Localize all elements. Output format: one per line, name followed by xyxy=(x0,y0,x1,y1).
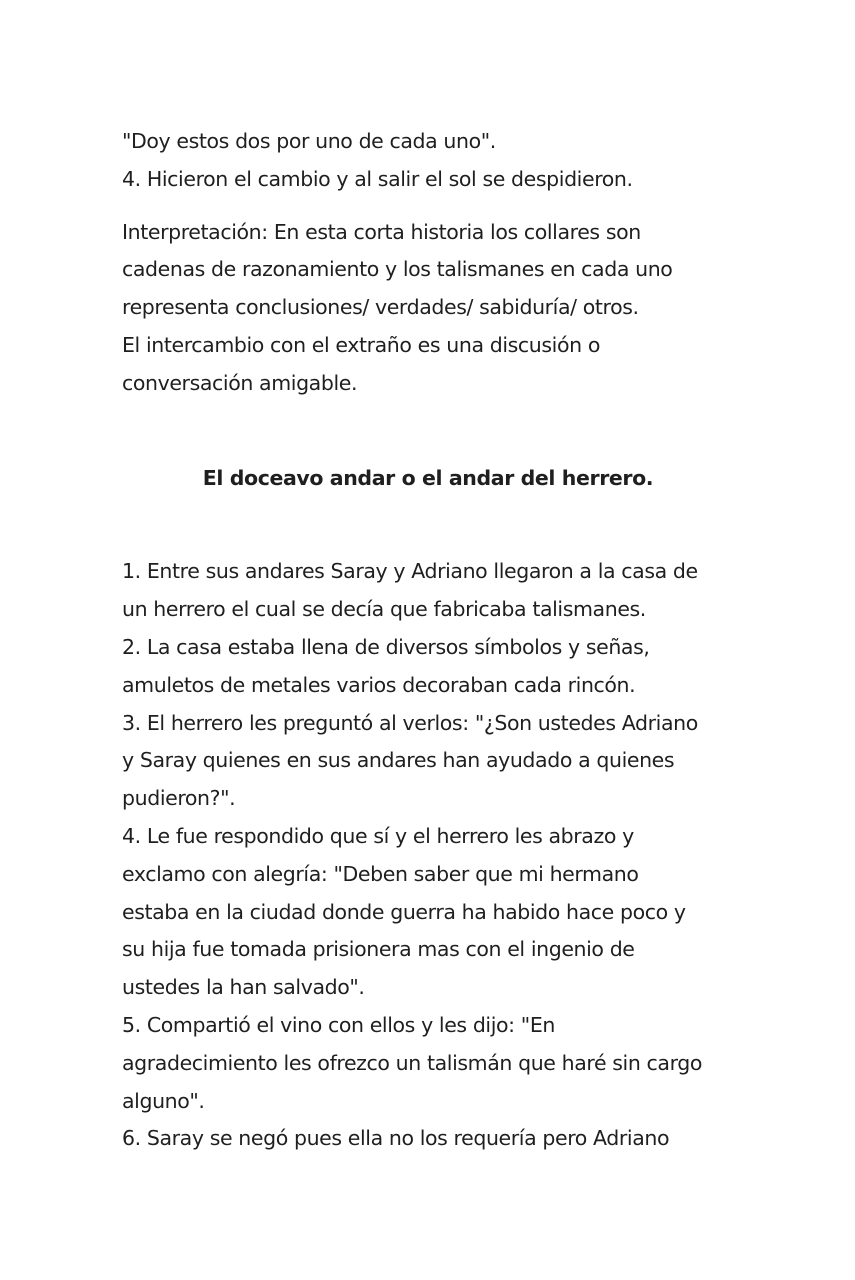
text-line: 2. La casa estaba llena de diversos símbolos y señas, xyxy=(122,634,650,659)
text-line: y Saray quienes en sus andares han ayudado a quienes xyxy=(122,748,675,773)
text-column xyxy=(122,123,742,1158)
text-line: 6. Saray se negó pues ella no los requería pero Adriano xyxy=(122,1126,670,1151)
text-line: El intercambio con el extraño es una discusión o xyxy=(122,332,600,357)
text-line: representa conclusiones/ verdades/ sabiduría/ otros. xyxy=(122,295,639,320)
story-paragraph xyxy=(122,553,742,1158)
text-line: Interpretación: En esta corta historia los collares son xyxy=(122,219,641,244)
text-line: 4. Le fue respondido que sí y el herrero les abrazo y xyxy=(122,823,634,848)
text-line: pudieron?". xyxy=(122,786,236,811)
text-line: exclamo con alegría: "Deben saber que mi hermano xyxy=(122,861,639,886)
text-line: ustedes la han salvado". xyxy=(122,975,365,1000)
text-line: un herrero el cual se decía que fabricaba talismanes. xyxy=(122,597,646,622)
intro-paragraph xyxy=(122,123,742,199)
text-line: amuletos de metales varios decoraban cada rincón. xyxy=(122,672,636,697)
text-line: 3. El herrero les preguntó al verlos: "¿Son ustedes Adriano xyxy=(122,710,698,735)
text-line: conversación amigable. xyxy=(122,370,358,395)
text-line: 5. Compartió el vino con ellos y les dijo: "En xyxy=(122,1012,555,1037)
text-line: agradecimiento les ofrezco un talismán que haré sin cargo xyxy=(122,1050,703,1075)
text-line: su hija fue tomada prisionera mas con el ingenio de xyxy=(122,937,635,962)
text-line: "Doy estos dos por uno de cada uno". xyxy=(122,129,496,153)
text-line: cadenas de razonamiento y los talismanes en cada uno xyxy=(122,257,673,282)
section-heading: El doceavo andar o el andar del herrero. xyxy=(202,465,654,490)
text-line: 1. Entre sus andares Saray y Adriano llegaron a la casa de xyxy=(122,559,698,584)
interpretation-paragraph xyxy=(122,214,742,403)
text-line: 4. Hicieron el cambio y al salir el sol se despidieron. xyxy=(122,166,633,191)
text-line: estaba en la ciudad donde guerra ha habido hace poco y xyxy=(122,899,686,924)
text-line: alguno". xyxy=(122,1088,205,1113)
